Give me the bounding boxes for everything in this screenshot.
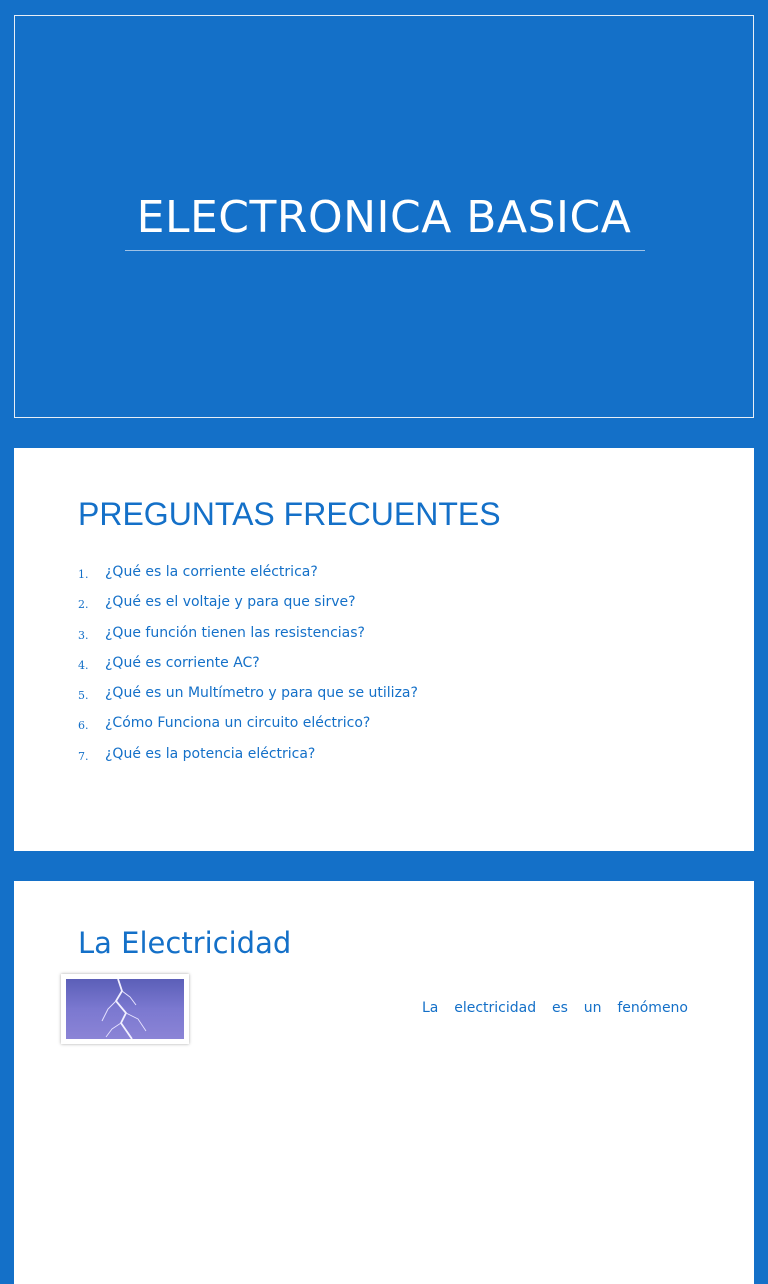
list-number: 1. xyxy=(78,568,89,581)
slide-electricidad[interactable] xyxy=(14,881,754,1284)
faq-question: ¿Qué es la corriente eléctrica? xyxy=(105,564,318,580)
presentation-title: ELECTRONICA BASICA xyxy=(136,192,632,243)
list-item xyxy=(78,685,718,715)
lightning-photo-icon xyxy=(61,974,189,1044)
list-item xyxy=(78,625,718,655)
title-underline xyxy=(125,250,645,251)
slide-title[interactable] xyxy=(14,15,754,418)
faq-question: ¿Qué es la potencia eléctrica? xyxy=(105,745,316,762)
faq-question: ¿Qué es un Multímetro y para que se utiliza? xyxy=(105,685,418,702)
electricidad-paragraph: La electricidad es un fenómeno xyxy=(422,1000,688,1016)
list-item xyxy=(78,564,718,594)
list-item xyxy=(78,594,718,624)
lightning-icon xyxy=(66,979,184,1039)
list-number: 5. xyxy=(78,689,89,703)
electricidad-heading: La Electricidad xyxy=(78,926,292,960)
faq-question: ¿Qué es corriente AC? xyxy=(105,654,260,671)
faq-question: ¿Qué es el voltaje y para que sirve? xyxy=(105,594,356,611)
faq-question: ¿Cómo Funciona un circuito eléctrico? xyxy=(105,715,371,732)
list-number: 4. xyxy=(78,658,89,672)
list-number: 3. xyxy=(78,628,89,642)
list-number: 2. xyxy=(78,598,89,612)
list-item xyxy=(78,655,718,685)
slide-faq[interactable] xyxy=(14,448,754,851)
faq-list xyxy=(78,564,718,776)
faq-question: ¿Que función tienen las resistencias? xyxy=(105,624,365,641)
list-number: 6. xyxy=(78,719,89,733)
faq-heading: PREGUNTAS FRECUENTES xyxy=(78,496,501,532)
list-item xyxy=(78,746,718,776)
list-item xyxy=(78,715,718,745)
list-number: 7. xyxy=(78,749,89,763)
